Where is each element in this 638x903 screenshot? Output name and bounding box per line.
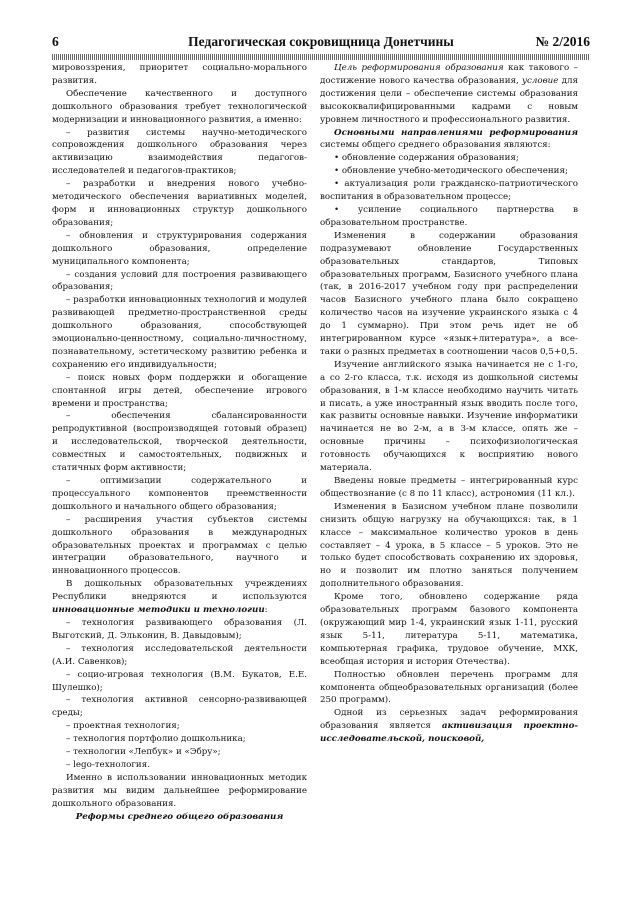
list-item: – поиск новых форм поддержки и обогащение спонтанной игры детей, обеспечение игрового времени и пространства; <box>52 372 307 409</box>
paragraph: Обеспечение качественного и доступного дошкольного образования требует технологической модернизации и инновационного развития, а именно: <box>52 88 307 125</box>
bullet-item: • актуализация роли гражданско-патриотического воспитания в образовательном процессе; <box>320 179 578 203</box>
list-item: – развития системы научно-методического сопровождения дошкольного образования через активизацию взаимодействия педагогов-исследователей и педагогов-практиков; <box>52 127 307 177</box>
issue-number: № 2/2016 <box>535 34 590 49</box>
paragraph: Полностью обновлен перечень программ для компонента общеобразовательных организаций (более 250 программ). <box>320 669 578 706</box>
paragraph <box>320 707 578 746</box>
emphasis-text: Основными направлениями реформирования <box>334 127 578 138</box>
page-header <box>52 34 590 54</box>
list-item: – проектная технология; <box>66 721 180 732</box>
text-run: Одной из серьезных задач реформирования образования является <box>320 708 578 732</box>
paragraph: Кроме того, обновлено содержание ряда образовательных программ базового компонента (окружающий мир 1-4, украинский язык 1-11, русский язык 5-11, литература 5-11, математика, компьютерная графика, трудовое обучение, МХК, всеобщая история и история Отечества). <box>320 592 578 667</box>
list-item: – lego-технология. <box>66 759 150 770</box>
paragraph: мировоззрения, приоритет социально-морального развития. <box>52 63 307 86</box>
paragraph <box>320 127 578 153</box>
right-column <box>320 62 578 746</box>
journal-title: Педагогическая сокровищница Донетчины <box>188 34 454 49</box>
header-rule <box>52 54 590 60</box>
italic-text: условие <box>521 75 559 86</box>
italic-text: Цель реформирования образования <box>334 63 504 73</box>
list-item: – технология развивающего образования (Л. Выготский, Д. Эльконин, В. Давыдовым); <box>52 617 307 641</box>
paragraph: Именно в использовании инновационных методик развития мы видим дальнейшее реформирование дошкольного образования. <box>52 772 307 809</box>
list-item: – разработки и внедрения нового учебно-методического обеспечения вариативных моделей, форм и инновационных структур дошкольного образования; <box>52 179 307 228</box>
list-item: – оптимизации содержательного и процессуального компонентов преемственности дошкольного и начального общего образования; <box>52 476 307 512</box>
emphasis-text: инновационные методики и технологии <box>52 605 265 616</box>
page-number: 6 <box>52 34 59 49</box>
list-item: – обновления и структурирования содержания дошкольного образования, определение муниципального компонента; <box>52 230 307 267</box>
left-column <box>52 62 307 823</box>
paragraph: Изучение английского языка начинается не с 1-го, а со 2-го класса, т.к. исходя из дошкольной системы образования, в 1-м классе необходимо научить читать и писать, а уже иностранный язык вводить после того, как развиты основные навыки. Изучение информатики начинается не во 2-м, а в 3-м классе, опять же – основные причины – психофизиологическая готовность обучающихся к восприятию нового материала. <box>320 359 578 474</box>
emphasis-text: активизация проектно-исследовательской, поисковой, <box>320 721 578 745</box>
list-item: – технология активной сенсорно-развивающей среды; <box>52 695 307 719</box>
section-heading: Реформы среднего общего образования <box>75 811 284 822</box>
text-run: : <box>264 605 268 616</box>
paragraph: Введены новые предметы – интегрированный курс обществознание (с 8 по 11 класс), астрономия (11 кл.). <box>320 476 578 499</box>
list-item: – расширения участия субъектов системы дошкольного образования в международных образовательных проектах и программах с целью интеграции образовательного, научного и инновационного процессов. <box>52 514 307 577</box>
paragraph: Изменения в содержании образования подразумевают обновление Государственных образовательных стандартов, Типовых образовательных программ, Базисного учебного плана (так, в 2016-2017 учебном году при распределении часов Базисного учебного плана было сокращено количество часов на изучение украинского языка с 4 до 1 суммарно). При этом речь идет не об интегрированном курсе «язык+литература», а все-таки о разных предметах в соотношении часов 0,5+0,5. <box>320 230 578 357</box>
paragraph: Изменения в Базисном учебном плане позволили снизить общую нагрузку на обучающихся: так, в 1 классе – максимальное количество уроков в день составляет – 4 урока, в 5 классе – 5 уроков. Это не только будет способствовать сохранению их здоровья, но и позволит им плотно заняться получением дополнительного образования. <box>320 501 578 590</box>
text-run: как такового – достижение нового качества образования, <box>320 63 578 86</box>
list-item: – разработки инновационных технологий и модулей развивающей предметно-пространственной среды дошкольного образования, способствующей эмоционально-ценностному, социально-личностному, познавательному, эстетическому развитию ребенка и сохранению его индивидуальности; <box>52 295 307 370</box>
bullet-item: • обновление содержания образования; <box>334 153 519 164</box>
paragraph <box>320 62 578 127</box>
text-run: В дошкольных образовательных учреждениях Республики внедряются и используются <box>52 579 307 603</box>
bullet-item: • усиление социального партнерства в образовательном пространстве. <box>320 204 578 228</box>
list-item: – обеспечения сбалансированности репродуктивной (воспроизводящей готовый образец) и исследовательской, творческой деятельности, совместных и самостоятельных, подвижных и статичных форм активности; <box>52 411 307 474</box>
list-item: – социо-игровая технология (В.М. Букатов, Е.Е. Шулешко); <box>52 669 307 693</box>
list-item: – технология портфолио дошкольника; <box>66 734 246 745</box>
list-item: – создания условий для построения развивающего образования; <box>52 269 307 293</box>
text-run: системы общего среднего образования являются: <box>320 140 551 151</box>
list-item: – технология исследовательской деятельности (А.И. Савенков); <box>52 643 307 667</box>
list-item: – технологии «Лепбук» и «Эбру»; <box>66 747 221 758</box>
paragraph <box>52 578 307 617</box>
bullet-item: • обновление учебно-методического обеспечения; <box>334 166 568 177</box>
text-run: для достижения цели – обеспечение системы образования высококвалифицированными кадрами с новым уровнем личностного и профессионального развития. <box>320 75 578 125</box>
